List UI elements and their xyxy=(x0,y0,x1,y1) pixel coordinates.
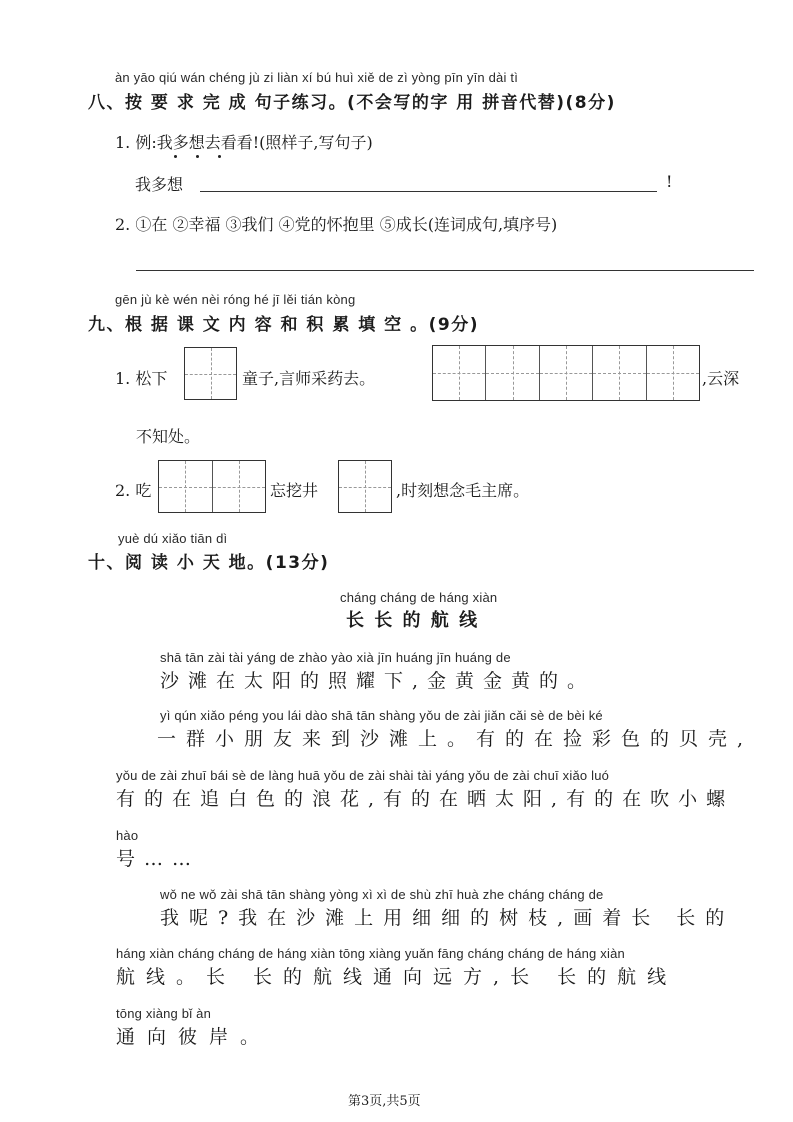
q1-answer-suffix: ! xyxy=(666,172,673,191)
story-line: 通向彼岸。 xyxy=(116,1026,272,1048)
page-number: 第3页,共5页 xyxy=(348,1094,421,1109)
q9-2-prefix: 2. 吃 xyxy=(115,481,152,500)
q9-1-line2: 不知处。 xyxy=(136,427,201,446)
section8-pinyin: àn yāo qiú wán chéng jù zi liàn xí bú huì xiě de zì yòng pīn yīn dài tì xyxy=(115,70,519,85)
q9-2-middle: 忘挖井 xyxy=(270,481,319,500)
emphasis-dot xyxy=(174,155,177,158)
story-line: 沙滩在太阳的照耀下,金黄金黄的。 xyxy=(160,670,596,692)
section8-question1: 1. 例:我多想去看看!(照样子,写句子) xyxy=(115,133,373,152)
section10-heading: 十、阅 读 小 天 地。(13分) xyxy=(88,553,330,573)
story-pinyin: yì qún xiǎo péng you lái dào shā tān shàng yǒu de zài jiǎn cǎi sè de bèi ké xyxy=(160,708,603,723)
story-line: 一群小朋友来到沙滩上。有的在捡彩色的贝壳, xyxy=(157,728,754,750)
story-line: 航线。长 长的航线通向远方,长 长的航线 xyxy=(116,966,678,988)
section8-heading: 八、按 要 求 完 成 句子练习。(不会写的字 用 拼音代替)(8分) xyxy=(88,93,616,113)
writing-box-4[interactable] xyxy=(338,460,392,513)
story-pinyin: wǒ ne wǒ zài shā tān shàng yòng xì xì de shù zhī huà zhe cháng cháng de xyxy=(160,887,604,902)
story-pinyin: tōng xiàng bǐ àn xyxy=(116,1006,211,1021)
q1-answer-line[interactable] xyxy=(200,191,657,192)
emphasis-dot xyxy=(218,155,221,158)
story-title-pinyin: cháng cháng de háng xiàn xyxy=(340,590,498,605)
section10-pinyin: yuè dú xiǎo tiān dì xyxy=(118,531,228,546)
story-pinyin: hào xyxy=(116,828,139,843)
section8-question2: 2. ①在 ②幸福 ③我们 ④党的怀抱里 ⑤成长(连词成句,填序号) xyxy=(115,215,558,234)
q9-1-middle: 童子,言师采药去。 xyxy=(242,369,376,388)
section9-heading: 九、根 据 课 文 内 容 和 积 累 填 空 。(9分) xyxy=(88,315,479,335)
q9-1-prefix: 1. 松下 xyxy=(115,369,168,388)
story-title: 长 长 的 航 线 xyxy=(346,610,480,631)
emphasis-dot xyxy=(196,155,199,158)
writing-box-3[interactable] xyxy=(158,460,266,513)
story-pinyin: háng xiàn cháng cháng de háng xiàn tōng xiàng yuǎn fāng cháng cháng de háng xiàn xyxy=(116,946,625,961)
q9-2-suffix: ,时刻想念毛主席。 xyxy=(396,481,530,500)
q2-answer-line[interactable] xyxy=(136,270,754,271)
writing-box-1[interactable] xyxy=(184,347,237,400)
story-line: 我呢?我在沙滩上用细细的树枝,画着长 长的 xyxy=(160,907,735,929)
section9-pinyin: gēn jù kè wén nèi róng hé jī lěi tián kòng xyxy=(115,292,356,307)
q9-1-suffix: ,云深 xyxy=(702,369,740,388)
story-pinyin: shā tān zài tài yáng de zhào yào xià jīn huáng jīn huáng de xyxy=(160,650,511,665)
writing-box-2[interactable] xyxy=(432,345,700,401)
q1-answer-prefix: 我多想 xyxy=(135,175,184,194)
story-line: 有的在追白色的浪花,有的在晒太阳,有的在吹小螺 xyxy=(116,788,735,810)
story-pinyin: yǒu de zài zhuī bái sè de làng huā yǒu de zài shài tài yáng yǒu de zài chuī xiǎo luó xyxy=(116,768,610,783)
story-line: 号…… xyxy=(116,848,201,870)
